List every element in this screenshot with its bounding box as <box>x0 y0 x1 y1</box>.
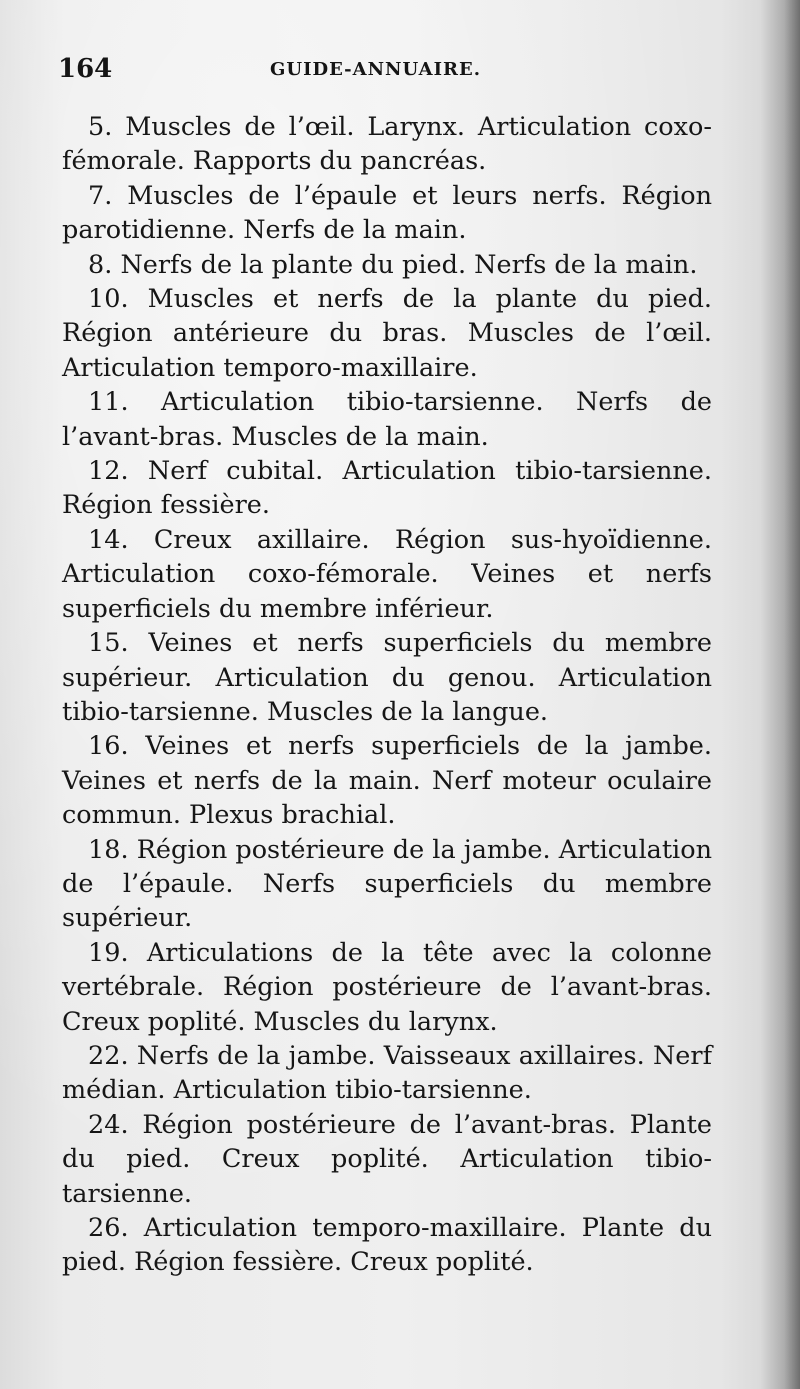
entry-text: Muscles de l’épaule et leurs nerfs. Région parotidienne. Nerfs de la main. <box>62 180 712 246</box>
list-item <box>62 729 712 832</box>
list-item <box>62 179 712 248</box>
entry-number: 11. <box>88 387 129 418</box>
entry-text: Veines et nerfs superficiels de la jambe. Veines et nerfs de la main. Nerf moteur oculaire commun. Plexus brachial. <box>62 731 712 831</box>
entry-text: Veines et nerfs superficiels du membre supérieur. Articulation du genou. Articulation tibio-tarsienne. Muscles de la langue. <box>62 628 712 727</box>
page-header <box>58 54 718 88</box>
entry-text: Muscles et nerfs de la plante du pied. Région antérieure du bras. Muscles de l’œil. Articulation temporo-maxillaire. <box>62 284 712 383</box>
entry-text: Articulation tibio-tarsienne. Nerfs de l’avant-bras. Muscles de la main. <box>62 387 712 452</box>
entry-number: 14. <box>88 524 129 555</box>
entry-number: 26. <box>88 1213 129 1243</box>
list-item <box>62 833 712 936</box>
entry-number: 16. <box>88 731 129 762</box>
list-item <box>62 936 712 1039</box>
entry-number: 5. <box>88 112 113 142</box>
entry-list <box>62 110 712 1280</box>
entry-number: 15. <box>88 628 129 659</box>
list-item <box>62 248 712 282</box>
list-item <box>62 523 712 626</box>
entry-number: 19. <box>88 937 129 968</box>
entry-text: Articulations de la tête avec la colonne vertébrale. Région postérieure de l’avant-bras. Creux poplité. Muscles du larynx. <box>62 937 712 1037</box>
running-title: GUIDE-ANNUAIRE. <box>270 59 481 80</box>
entry-number: 8. <box>88 249 113 280</box>
entry-text: Nerfs de la plante du pied. Nerfs de la main. <box>120 249 698 280</box>
entry-number: 24. <box>88 1109 129 1140</box>
entry-text: Muscles de l’œil. Larynx. Articulation coxo-fémorale. Rapports du pancréas. <box>62 112 712 177</box>
list-item <box>62 1039 712 1108</box>
entry-text: Région postérieure de l’avant-bras. Plante du pied. Creux poplité. Articulation tibio-tarsienne. <box>62 1109 713 1209</box>
entry-text: Région postérieure de la jambe. Articulation de l’épaule. Nerfs superficiels du membre supérieur. <box>62 834 712 934</box>
list-item <box>62 110 712 179</box>
list-item <box>62 385 712 454</box>
page-number: 164 <box>58 54 113 84</box>
entry-number: 7. <box>88 180 113 211</box>
entry-number: 12. <box>88 456 129 487</box>
entry-text: Articulation temporo-maxillaire. Plante du pied. Région fessière. Creux poplité. <box>62 1213 713 1278</box>
entry-text: Nerf cubital. Articulation tibio-tarsienne. Région fessière. <box>62 456 713 521</box>
list-item <box>62 454 712 523</box>
list-item <box>62 1108 712 1211</box>
list-item <box>62 1211 712 1280</box>
entry-number: 18. <box>88 834 129 865</box>
page-edge-shadow <box>760 0 800 1389</box>
list-item <box>62 626 712 729</box>
entry-text: Creux axillaire. Région sus-hyoïdienne. Articulation coxo-fémorale. Veines et nerfs superficiels du membre inférieur. <box>62 524 712 624</box>
list-item <box>62 282 712 385</box>
entry-number: 10. <box>88 284 129 315</box>
entry-number: 22. <box>88 1040 129 1071</box>
entry-text: Nerfs de la jambe. Vaisseaux axillaires. Nerf médian. Articulation tibio-tarsienne. <box>62 1040 713 1106</box>
